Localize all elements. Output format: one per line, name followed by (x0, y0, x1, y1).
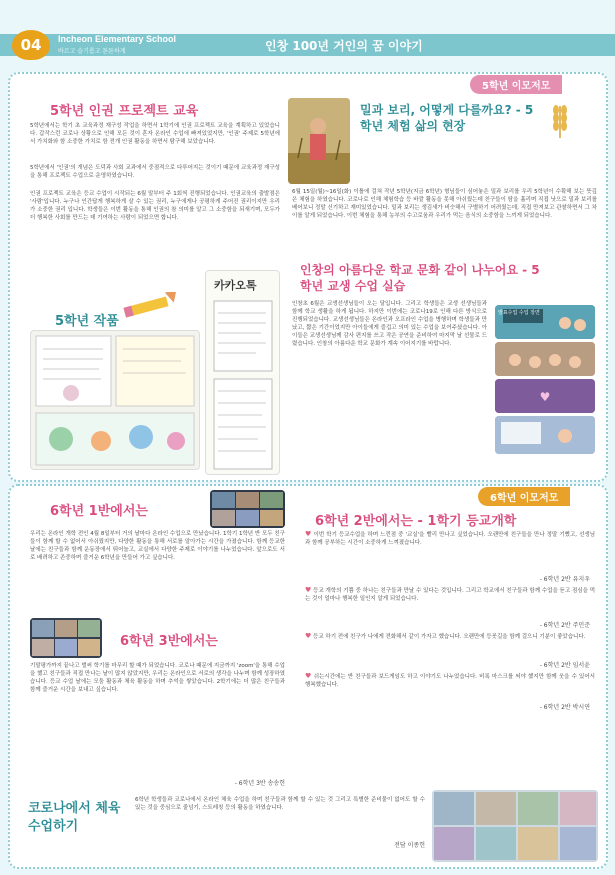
class2-note-4 (305, 672, 595, 702)
wheat-icon (540, 100, 580, 140)
svg-text:♥: ♥ (539, 390, 551, 404)
class2-note-1-sign: - 6학년 2반 유지우 (539, 576, 590, 583)
pe-class-photos (432, 790, 598, 862)
wheat-harvest-photo (288, 98, 350, 184)
school-name-en: Incheon Elementary School (58, 34, 177, 44)
class2-note-2 (305, 586, 595, 620)
newsletter-title: 인창 100년 거인의 꿈 이야기 (265, 39, 423, 53)
grade5-gallery-title: 5학년 작품 (55, 314, 119, 329)
grade5-article2-title: 밀과 보리, 어떻게 다를까요? - 5학년 체험 삶의 현장 (360, 103, 534, 133)
grade5-article2-body: 6월 15일(월)~16일(화) 이틀에 걸쳐 작년 5학년(지금 6학년) 형님들이 심어놓은 밀과 보리를 우리 5학년이 수확해 보는 뜻깊은 체험을 하였습니다. 코로나로 인해 체험학습 등 바깥 활동을 못해 아쉬웠는데 친구들이 땀을 흘리며 직접 낫으로 밀과 보리를 베어보니 정말 신기하고 재미있었습니다. 밀과 보리는 생김새가 비슷해서 구별하기 어려웠는데, 직접 만져보고 관찰하면서 그 차이를 알게 되었습니다. 이번 체험을 통해 농부의 수고로움과 우리가 먹는 음식의 소중함을 느끼게 되었습니다. (292, 189, 597, 219)
grade6-class1-body: 우리는 온라인 개학 전인 4월 8일부터 거의 날마다 온라인 수업으로 만났습니다. 1학기 1학년 반 모두 친구들이 함께 할 수 없어서 아쉬웠지만, 다양한 활동을 통해 서로를 알아가는 시간을 가졌습니다. 함께 등교한 날에는 친구들과 함께 운동장에서 뛰어놀고, 교실에서 다양한 주제로 이야기를 나누었습니다. 앞으로도 서로 배려하고 존중하며 즐거운 6학년을 만들어 가고 싶습니다. (30, 531, 285, 561)
class2-note-3-text: 등교 하기 전에 친구가 나에게 전화해서 같이 가자고 했습니다. 오랜만에 등굣길을 함께 걸으니 기분이 좋았습니다. (313, 634, 586, 640)
artwork-heading: 카카오톡 (214, 279, 257, 292)
heart-icon: ♥ (305, 672, 312, 680)
class3-signature: - 6학년 3반 송송헌 (234, 780, 285, 787)
page-number: 04 (12, 30, 50, 60)
artwork-collage-left (30, 330, 200, 470)
grade6-class3-title: 6학년 3반에서는 (120, 634, 218, 649)
pe-signature: 전담 이종헌 (394, 842, 425, 849)
heart-icon: ♥ (305, 530, 312, 538)
grade6-class2-title: 6학년 2반에서는 - 1학기 등교개학 (315, 514, 517, 529)
grade5-article3-title: 인창의 아름다운 학교 문화 같이 나누어요 - 5학년 교생 수업 실습 (300, 263, 540, 293)
grade6-class3-body: 기말평가까지 끝나고 벌써 학기를 마무리 할 때가 되었습니다. 코로나 때문에 지금까지 'zoom'을 통해 수업을 했고 친구들과 직접 만나는 날이 많지 않았지만, 우리는 온라인으로 서로의 생각을 나누며 함께 성장하였습니다. 등교 수업 날에는 모둠 활동과 체육 활동을 하며 추억을 쌓았습니다. 2학기에는 더 많은 친구들과 함께 즐거운 시간을 보내고 싶습니다. (30, 663, 285, 693)
class2-note-4-text: 쉬는시간에는 반 친구들과 보드게임도 하고 이야기도 나누었습니다. 비록 마스크를 써야 했지만 함께 웃을 수 있어서 행복했습니다. (305, 674, 595, 688)
class2-note-2-text: 등교 개학의 기쁨 중 하나는 친구들과 만날 수 있다는 것입니다. 그리고 학교에서 친구들과 함께 수업을 듣고 점심을 먹는 것이 얼마나 행복한 일인지 알게 되었습니다. (305, 588, 595, 602)
pencil-icon (122, 292, 182, 322)
classroom-photo-3 (495, 379, 595, 413)
heart-icon: ♥ (305, 586, 312, 594)
class2-note-1 (305, 530, 595, 572)
grade5-article3-body: 인창초 6월은 교생선생님들이 오는 달입니다. 그리고 학생들은 교생 선생님들과 함께 학교 생활을 하게 됩니다. 하지만 이번에는 코로나19로 인해 다른 방식으로 진행되었습니다. 교생선생님들은 온라인과 오프라인 수업을 병행하며 학생들과 만났고, 짧은 기간이었지만 아이들에게 즐겁고 의미 있는 수업을 보여주셨습니다. 아이들은 교생선생님께 감사 편지를 쓰고 작은 공연을 준비하여 마지막 날 선물로 드렸습니다. 인창의 아름다운 학교 문화가 계속 이어지기를 바랍니다. (292, 301, 487, 347)
grade5-article1-p1: 5학년에서는 학기 초 교육과정 재구성 작업을 하면서 1학기에 인권 프로젝트 교육을 계획하고 있었습니다. 갑작스런 코로나 상황으로 인해 모든 것이 혼자 온라인 수업에 빠져있었지만, '인권' 주제로 5학년에서 가치화와 함 소중한 가치로 함 전개 인권 활동을 하면서 탐구해 보았습니다. (30, 123, 280, 145)
grade5-article1-p2: 5학년에서 '인권'의 개념은 도덕과 사회 교과에서 중점적으로 다루어지는 것이기 때문에 교육과정 재구성을 통해 프로젝트 수업으로 운영하였습니다. (30, 165, 280, 179)
class2-note-1-text: 이번 학기 등교수업을 하며 느낀점 중 '교실'을 빨리 만나고 싶었습니다. 오랜만에 친구들을 만나 정말 기뻤고, 선생님과 함께 공부하는 시간이 소중하게 느껴졌습니다. (305, 532, 595, 546)
school-motto: 바르고 슬기롭고 튼튼하게 (58, 48, 126, 55)
classroom-photo-4 (495, 416, 595, 454)
grade6-pe-title: 코로나에서 체육 수업하기 (28, 801, 121, 834)
grade5-article1-title: 5학년 인권 프로젝트 교육 (50, 104, 199, 119)
grade5-article1-p3: 인권 프로젝트 교육은 등교 수업이 시작되는 6월 말부터 주 1회씩 진행되었습니다. 인권교육의 출발점은 '사람'입니다. 누구나 인간답게 행복하게 살 수 있는 권리, 누구에게나 공평하게 주어진 권리이지만 우리가 소중한 권리 입니다. 학생들은 이번 활동을 통해 인권의 참 의미를 알고 그 소중함을 되새기며, 모두가 더 행복한 사회를 만드는 데 기여하는 사람이 되었으면 합니다. (30, 191, 280, 221)
class1-video-call-photo (210, 490, 285, 528)
page-header (0, 0, 615, 60)
grade5-tag: 5학년 이모저모 (470, 75, 562, 94)
artwork-kakao-note (205, 270, 280, 475)
classroom-photo-2 (495, 342, 595, 376)
grade6-class1-title: 6학년 1반에서는 (50, 504, 148, 519)
classroom-photo-caption: 발표수업 수업 장면 (498, 310, 540, 316)
class2-note-2-sign: - 6학년 2반 주민준 (539, 622, 590, 629)
grade6-pe-body: 6학년 학생들과 코로나에서 온라인 체육 수업을 하며 친구들과 함께 할 수 있는 것 그리고 특별한 준비물이 없어도 할 수 있는 것을 중심으로 줄넘기, 스트레칭 등의 활동을 하였습니다. (135, 797, 425, 811)
grade6-tag: 6학년 이모저모 (478, 487, 570, 506)
heart-icon: ♥ (305, 632, 312, 640)
class2-note-3 (305, 632, 595, 658)
class2-note-4-sign: - 6학년 2반 박시연 (539, 704, 590, 711)
class2-note-3-sign: - 6학년 2반 임서윤 (539, 662, 590, 669)
class3-video-call-photo (30, 618, 102, 658)
